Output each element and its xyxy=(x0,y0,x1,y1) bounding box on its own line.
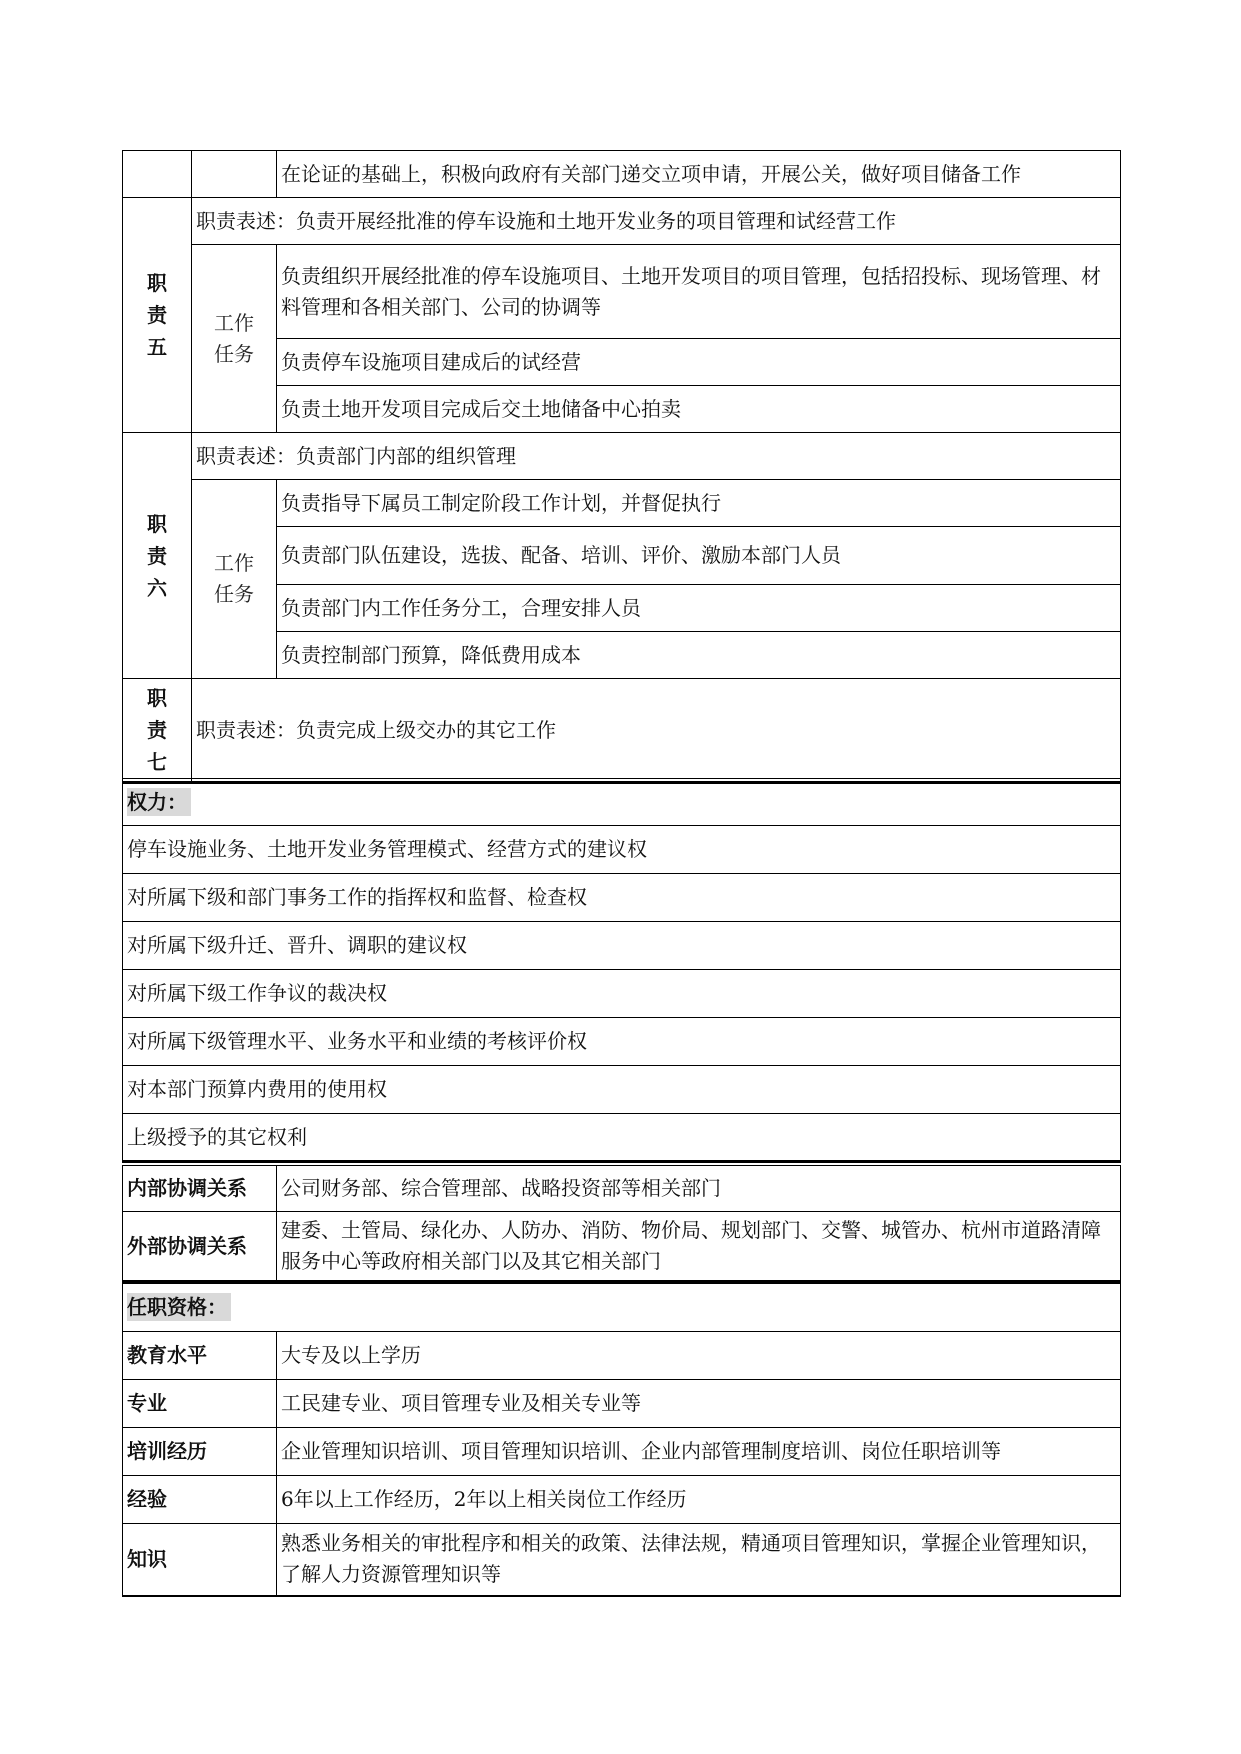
qualification-label: 知识 xyxy=(123,1524,277,1596)
qualification-value: 大专及以上学历 xyxy=(277,1332,1121,1380)
duty6-description: 职责表述：负责部门内部的组织管理 xyxy=(192,433,1121,480)
duty5-task: 负责组织开展经批准的停车设施项目、土地开发项目的项目管理，包括招投标、现场管理、材料管理和各相关部门、公司的协调等 xyxy=(277,245,1121,339)
duty6-task: 负责控制部门预算，降低费用成本 xyxy=(277,632,1121,679)
internal-relations-value: 公司财务部、综合管理部、战略投资部等相关部门 xyxy=(277,1166,1121,1212)
tasks-label-cell-empty xyxy=(192,151,277,198)
duty6-task: 负责指导下属员工制定阶段工作计划，并督促执行 xyxy=(277,480,1121,527)
power-item: 对所属下级管理水平、业务水平和业绩的考核评价权 xyxy=(123,1018,1121,1066)
external-relations-value: 建委、土管局、绿化办、人防办、消防、物价局、规划部门、交警、城管办、杭州市道路清障服务中心等政府相关部门以及其它相关部门 xyxy=(277,1212,1121,1282)
duty6-task: 负责部门内工作任务分工，合理安排人员 xyxy=(277,585,1121,632)
duty5-task: 负责停车设施项目建成后的试经营 xyxy=(277,339,1121,386)
powers-table xyxy=(122,778,1121,1163)
power-item: 停车设施业务、土地开发业务管理模式、经营方式的建议权 xyxy=(123,826,1121,874)
power-item: 上级授予的其它权利 xyxy=(123,1114,1121,1162)
duty6-task: 负责部门队伍建设，选拔、配备、培训、评价、激励本部门人员 xyxy=(277,527,1121,585)
qualification-label: 教育水平 xyxy=(123,1332,277,1380)
qualifications-section-title: 任职资格： xyxy=(123,1284,1121,1332)
power-item: 对所属下级升迁、晋升、调职的建议权 xyxy=(123,922,1121,970)
powers-section-title: 权力： xyxy=(123,779,1121,826)
qualification-label: 专业 xyxy=(123,1380,277,1428)
duty5-task: 负责土地开发项目完成后交土地储备中心拍卖 xyxy=(277,386,1121,433)
duty6-label: 职 责 六 xyxy=(123,433,192,679)
qualification-value: 6年以上工作经历，2年以上相关岗位工作经历 xyxy=(277,1476,1121,1524)
duty7-label: 职 责 七 xyxy=(123,679,192,783)
relations-table xyxy=(122,1165,1121,1283)
qualifications-table xyxy=(122,1283,1121,1597)
qualification-value: 熟悉业务相关的审批程序和相关的政策、法律法规，精通项目管理知识，掌握企业管理知识，了解人力资源管理知识等 xyxy=(277,1524,1121,1596)
duty7-description: 职责表述：负责完成上级交办的其它工作 xyxy=(192,679,1121,783)
duty-task: 在论证的基础上，积极向政府有关部门递交立项申请，开展公关，做好项目储备工作 xyxy=(277,151,1121,198)
duty5-tasks-label: 工作 任务 xyxy=(192,245,277,433)
duty6-tasks-label: 工作 任务 xyxy=(192,480,277,679)
external-relations-label: 外部协调关系 xyxy=(123,1212,277,1282)
power-item: 对所属下级和部门事务工作的指挥权和监督、检查权 xyxy=(123,874,1121,922)
duty-label-cell-empty xyxy=(123,151,192,198)
power-item: 对本部门预算内费用的使用权 xyxy=(123,1066,1121,1114)
qualification-label: 培训经历 xyxy=(123,1428,277,1476)
qualification-value: 企业管理知识培训、项目管理知识培训、企业内部管理制度培训、岗位任职培训等 xyxy=(277,1428,1121,1476)
internal-relations-label: 内部协调关系 xyxy=(123,1166,277,1212)
power-item: 对所属下级工作争议的裁决权 xyxy=(123,970,1121,1018)
qualification-value: 工民建专业、项目管理专业及相关专业等 xyxy=(277,1380,1121,1428)
duty5-description: 职责表述：负责开展经批准的停车设施和土地开发业务的项目管理和试经营工作 xyxy=(192,198,1121,245)
duty5-label: 职 责 五 xyxy=(123,198,192,433)
qualification-label: 经验 xyxy=(123,1476,277,1524)
duties-table xyxy=(122,150,1121,784)
